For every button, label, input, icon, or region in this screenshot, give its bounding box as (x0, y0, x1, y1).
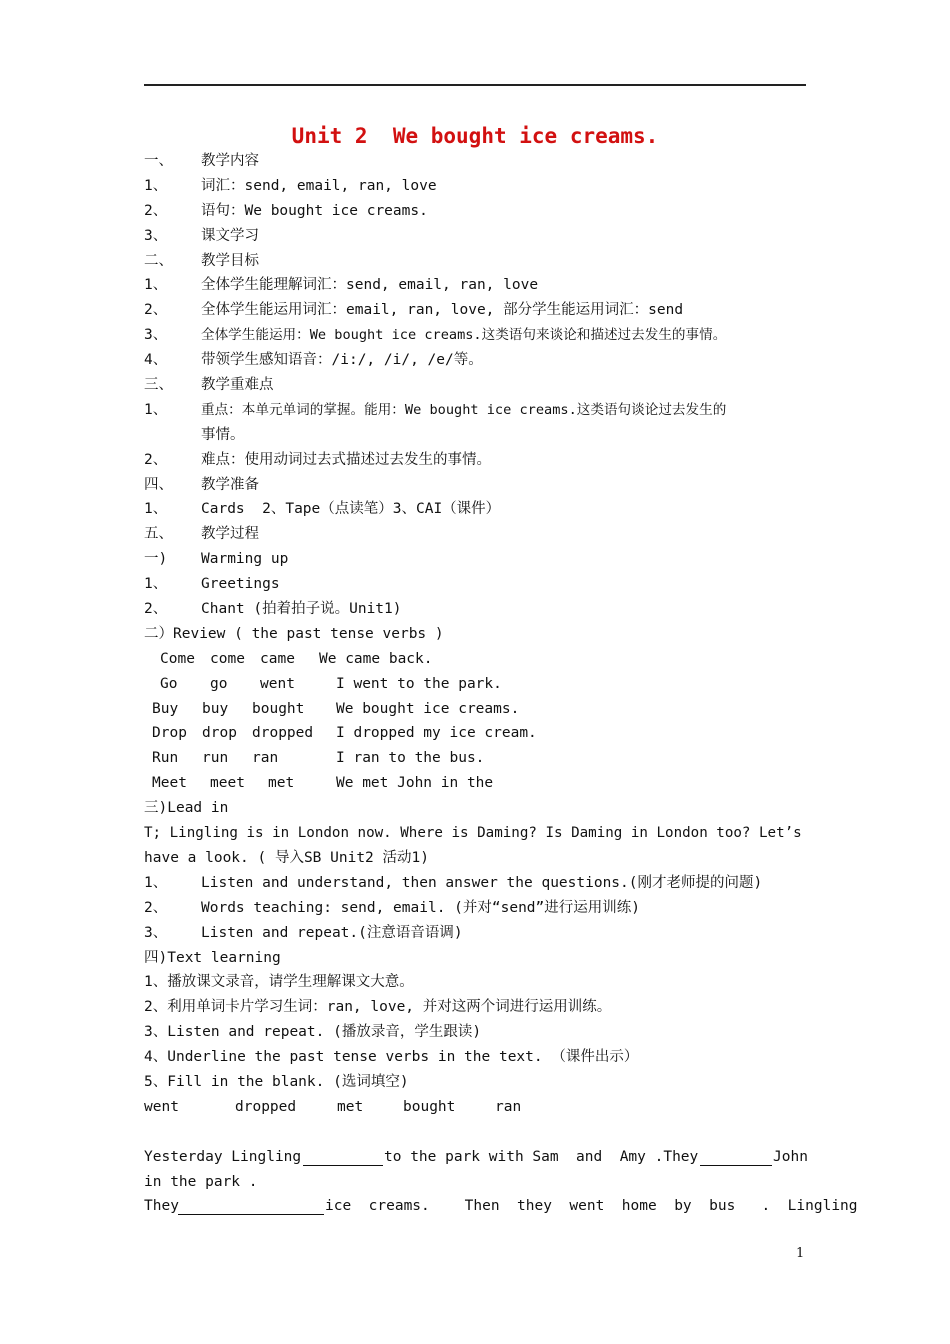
subsection-heading: 四)Text learning (144, 949, 281, 966)
list-item: 1、 全体学生能理解词汇：send, email, ran, love (144, 277, 539, 294)
list-item: 3、 课文学习 (144, 227, 259, 244)
document-title: Unit 2 We bought ice creams. (291, 124, 659, 148)
word-bank-item: bought (403, 1098, 456, 1115)
list-item: 4、 带领学生感知语音：/i:/, /i/, /e/等。 (144, 352, 483, 369)
list-item-continuation: 事情。 (201, 426, 245, 443)
list-item: 2、 全体学生能运用词汇：email, ran, love, 部分学生能运用词汇：send (144, 302, 684, 319)
paragraph-line: have a look. ( 导入SB Unit2 活动1) (144, 849, 429, 866)
list-item: 1、 Cards 2、Tape（点读笔）3、CAI（课件） (144, 501, 501, 518)
answer-blank (178, 1198, 324, 1215)
word-bank (144, 1095, 808, 1120)
subsection-heading: 三)Lead in (144, 800, 229, 817)
exercise-line: They ice creams. Then they went home by bus . Lingling (144, 1198, 858, 1215)
section-heading: 五、 教学过程 (144, 526, 259, 543)
list-item: 3、 Listen and repeat.(注意语音语调) (144, 924, 463, 941)
list-item: 1、 重点：本单元单词的掌握。能用：We bought ice creams.这类语句谈论过去发生的 (144, 401, 727, 418)
paragraph-line: T; Lingling is in London now. Where is Daming? Is Daming in London too? Let’s (144, 825, 802, 842)
word-bank-item: went (144, 1098, 179, 1115)
verb-row: Go go went I went to the park. (160, 675, 502, 692)
page-number: 1 (796, 1246, 805, 1261)
list-item: 1、播放课文录音，请学生理解课文大意。 (144, 974, 414, 991)
document-body (144, 149, 858, 1219)
list-item: 2、 Words teaching: send, email. (并对“send”进行运用训练) (144, 899, 640, 916)
verb-row: Come come came We came back. (160, 650, 433, 667)
list-item: 2、 Chant (拍着拍子说。Unit1) (144, 601, 402, 618)
list-item: 3、 全体学生能运用：We bought ice creams.这类语句来谈论和描述过去发生的事情。 (144, 327, 727, 344)
list-item: 1、 词汇：send, email, ran, love (144, 177, 437, 194)
verb-row: Meet meet met We met John in the (152, 775, 494, 792)
verb-row: Run run ran I ran to the bus. (152, 750, 485, 767)
header-rule (144, 84, 806, 86)
list-item: 1、 Listen and understand, then answer the questions.(刚才老师提的问题) (144, 874, 763, 891)
list-item: 2、利用单词卡片学习生词：ran, love, 并对这两个词进行运用训练。 (144, 999, 612, 1016)
list-item: 4、Underline the past tense verbs in the text. （课件出示） (144, 1049, 639, 1066)
word-bank-item: dropped (235, 1098, 297, 1115)
section-heading: 二、 教学目标 (144, 252, 259, 269)
list-item: 2、 难点：使用动词过去式描述过去发生的事情。 (144, 451, 491, 468)
subsection-heading: 一) Warming up (144, 551, 289, 568)
section-heading: 一、 教学内容 (144, 153, 259, 169)
verb-row: Drop drop dropped I dropped my ice cream. (152, 725, 537, 742)
list-item: 1、 Greetings (144, 576, 280, 593)
list-item: 2、 语句：We bought ice creams. (144, 202, 428, 219)
section-heading: 四、 教学准备 (144, 476, 259, 493)
word-bank-item: met (337, 1098, 364, 1115)
word-bank-item: ran (495, 1098, 522, 1115)
subsection-heading: 二）Review ( the past tense verbs ) (144, 625, 444, 642)
exercise-line: in the park . (144, 1173, 258, 1190)
answer-blank (303, 1149, 383, 1166)
section-heading: 三、 教学重难点 (144, 377, 274, 394)
list-item: 3、Listen and repeat. (播放录音，学生跟读) (144, 1024, 482, 1041)
list-item: 5、Fill in the blank. (选词填空) (144, 1073, 409, 1090)
verb-row: Buy buy bought We bought ice creams. (152, 700, 520, 717)
exercise-line: Yesterday Lingling to the park with Sam and Amy .They John (144, 1148, 808, 1165)
answer-blank (700, 1149, 772, 1166)
